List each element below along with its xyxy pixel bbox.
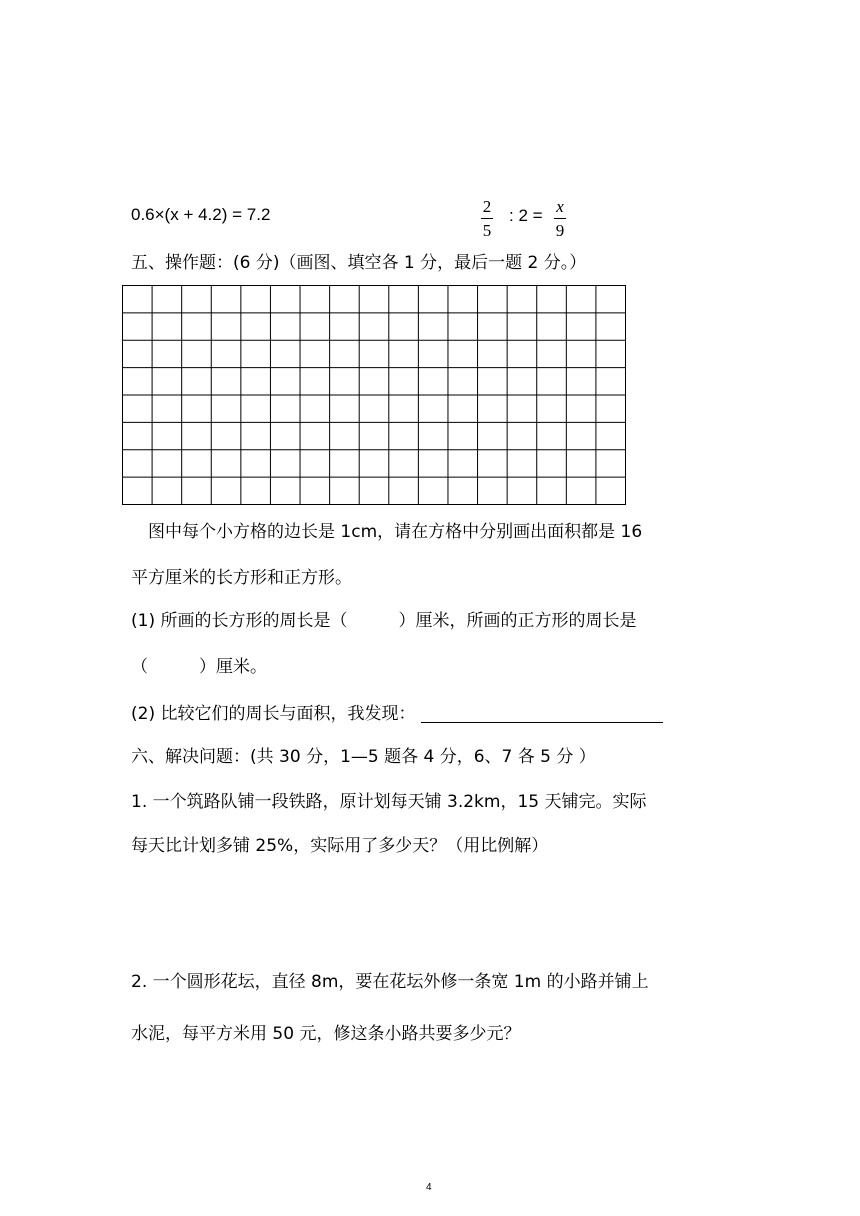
grid-description-line-1: 图中每个小方格的边长是 1cm，请在方格中分别画出面积都是 16: [148, 522, 643, 542]
ratio-operator: : 2 =: [509, 206, 543, 225]
section-6-heading: 六、解决问题：(共 30 分，1—5 题各 4 分，6、7 各 5 分 ）: [131, 747, 596, 767]
question-1-line-2: （ ）厘米。: [131, 657, 267, 677]
page-number: 4: [426, 1182, 432, 1193]
fraction-bar: [481, 218, 493, 219]
question-2-text: (2) 比较它们的周长与面积，我发现：: [131, 704, 416, 724]
question-2: [131, 704, 663, 723]
answer-blank[interactable]: [421, 704, 663, 723]
grid-description-line-2: 平方厘米的长方形和正方形。: [131, 568, 352, 588]
problem-2-line-2: 水泥，每平方米用 50 元，修这条小路共要多少元？: [131, 1024, 521, 1044]
fraction-numerator: 2: [482, 197, 492, 216]
problem-1-line-2: 每天比计划多铺 25%，实际用了多少天？（用比例解）: [131, 836, 549, 856]
grid-lines: [122, 285, 626, 505]
fraction-denominator: 9: [555, 221, 565, 240]
question-1-line-1: (1) 所画的长方形的周长是（ ）厘米，所画的正方形的周长是: [131, 611, 637, 631]
fraction-denominator: 5: [482, 221, 492, 240]
equation-1: 0.6×(x + 4.2) = 7.2: [131, 205, 271, 224]
problem-2-line-1: 2. 一个圆形花坛，直径 8m，要在花坛外修一条宽 1m 的小路并铺上: [131, 972, 649, 992]
fraction-bar: [554, 218, 566, 219]
problem-1-line-1: 1. 一个筑路队铺一段铁路，原计划每天铺 3.2km，15 天铺完。实际: [131, 792, 647, 812]
section-5-heading: 五、操作题：(6 分)（画图、填空各 1 分，最后一题 2 分。）: [131, 253, 587, 273]
square-grid[interactable]: [122, 285, 626, 505]
fraction-numerator: x: [556, 197, 564, 216]
